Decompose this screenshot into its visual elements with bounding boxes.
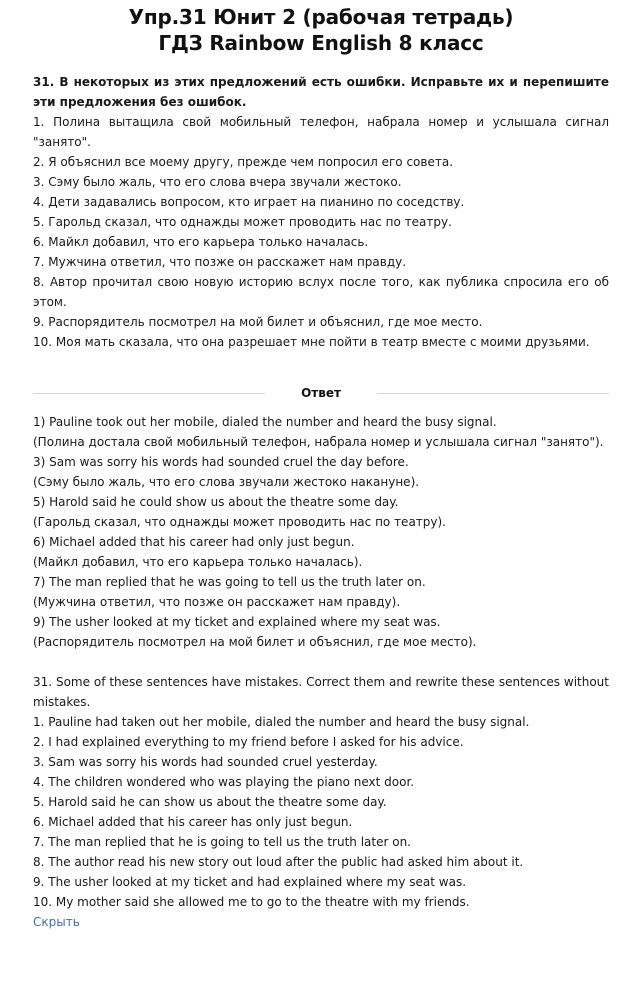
page-title [33, 0, 609, 56]
english-item: 10. My mother said she allowed me to go to the theatre with my friends. [33, 895, 470, 909]
answer-line: 5) Harold said he could show us about the theatre some day. [33, 495, 399, 509]
english-item: 4. The children wondered who was playing the piano next door. [33, 775, 415, 789]
answer-translation: (Полина достала свой мобильный телефон, набрала номер и услышала сигнал "занято"). [33, 435, 604, 449]
task-item: 5. Гарольд сказал, что однажды может проводить нас по театру. [33, 215, 452, 229]
english-item: 2. I had explained everything to my friend before I asked for his advice. [33, 735, 464, 749]
task-item: 6. Майкл добавил, что его карьера только началась. [33, 235, 369, 249]
answer-divider [33, 383, 609, 403]
task-item: 2. Я объяснил все моему другу, прежде чем попросил его совета. [33, 155, 454, 169]
answer-line: 3) Sam was sorry his words had sounded cruel the day before. [33, 455, 409, 469]
answer-block [33, 412, 609, 652]
task-russian [33, 72, 609, 352]
answer-translation: (Мужчина ответил, что позже он расскажет нам правду). [33, 595, 401, 609]
answer-line: 1) Pauline took out her mobile, dialed the number and heard the busy signal. [33, 415, 497, 429]
task-item: 10. Моя мать сказала, что она разрешает мне пойти в театр вместе с моими друзьями. [33, 335, 590, 349]
answer-line: 7) The man replied that he was going to tell us the truth later on. [33, 575, 426, 589]
english-item: 3. Sam was sorry his words had sounded cruel yesterday. [33, 755, 378, 769]
task-heading: 31. В некоторых из этих предложений есть ошибки. Исправьте их и перепишите эти предложения без ошибок. [33, 75, 609, 109]
english-item: 5. Harold said he can show us about the theatre some day. [33, 795, 387, 809]
english-item: 6. Michael added that his career has only just begun. [33, 815, 353, 829]
task-item: 3. Сэму было жаль, что его слова вчера звучали жестоко. [33, 175, 402, 189]
task-item: 7. Мужчина ответил, что позже он расскажет нам правду. [33, 255, 407, 269]
answer-translation: (Майкл добавил, что его карьера только началась). [33, 555, 363, 569]
title-line-1: Упр.31 Юнит 2 (рабочая тетрадь) [128, 5, 514, 29]
english-item: 7. The man replied that he is going to tell us the truth later on. [33, 835, 411, 849]
task-english [33, 672, 609, 932]
task-item: 1. Полина вытащила свой мобильный телефон, набрала номер и услышала сигнал "занято". [33, 115, 609, 149]
english-item: 1. Pauline had taken out her mobile, dialed the number and heard the busy signal. [33, 715, 530, 729]
english-heading: 31. Some of these sentences have mistakes. Correct them and rewrite these sentences without mistakes. [33, 675, 609, 709]
answer-translation: (Распорядитель посмотрел на мой билет и объяснил, где мое место). [33, 635, 477, 649]
title-line-2: ГДЗ Rainbow English 8 класс [158, 31, 484, 55]
answer-translation: (Сэму было жаль, что его слова звучали жестоко накануне). [33, 475, 420, 489]
english-item: 9. The usher looked at my ticket and had explained where my seat was. [33, 875, 467, 889]
answer-line: 6) Michael added that his career had only just begun. [33, 535, 355, 549]
task-item: 4. Дети задавались вопросом, кто играет на пианино по соседству. [33, 195, 465, 209]
hide-link[interactable]: Скрыть [33, 915, 80, 929]
answer-line: 9) The usher looked at my ticket and explained where my seat was. [33, 615, 441, 629]
answer-translation: (Гарольд сказал, что однажды может проводить нас по театру). [33, 515, 446, 529]
divider-line-left [33, 393, 265, 394]
task-item: 8. Автор прочитал свою новую историю вслух после того, как публика спросила его об этом. [33, 275, 609, 309]
answer-label: Ответ [301, 386, 341, 400]
divider-line-right [377, 393, 609, 394]
english-item: 8. The author read his new story out loud after the public had asked him about it. [33, 855, 524, 869]
task-item: 9. Распорядитель посмотрел на мой билет и объяснил, где мое место. [33, 315, 483, 329]
